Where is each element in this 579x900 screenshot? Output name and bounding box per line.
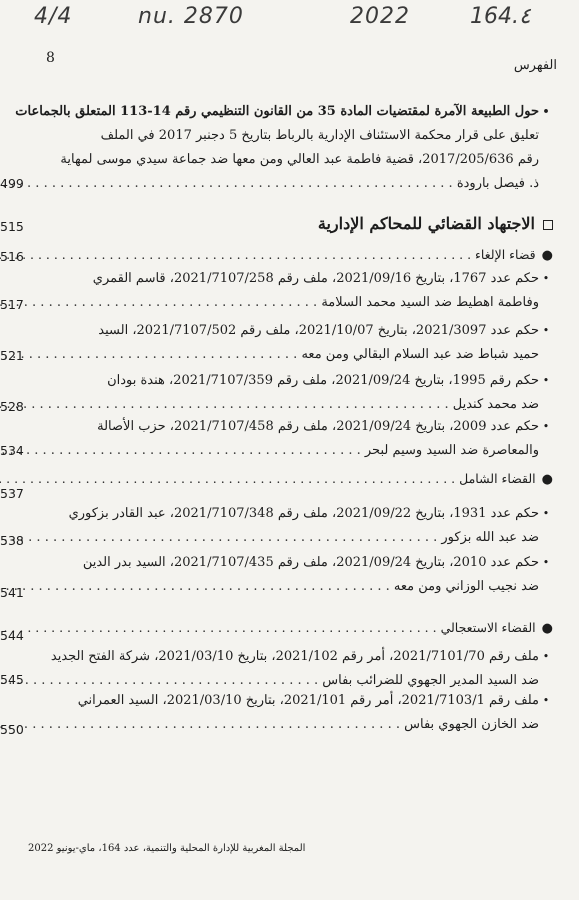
bullet-icon: • [542, 556, 550, 569]
subsection-heading: ●القضاء الاستعجالي . . . [40, 617, 553, 640]
toc-entry: •حكم عدد 1767، بتاريخ 2021/09/16، ملف رقم 2021/7107/258، قاسم القمري وفاطمة اهطيط ضد السيد محمد السلامة . . . [40, 267, 553, 315]
subsection-page: 544 [0, 628, 24, 643]
toc-entry: •حكم عدد 2009، بتاريخ 2021/09/24، ملف رقم 2021/7107/458، حزب الأصالة والمعاصرة ضد السيد وسيم لبحر . . . [40, 415, 553, 463]
toc-entry: •حكم رقم 1995، بتاريخ 2021/09/24، ملف رقم 2021/7107/359، هندة بودان ضد محمد كنديل . . . [40, 369, 553, 417]
toc-page: 534 [0, 443, 24, 458]
bullet-icon: • [542, 420, 550, 433]
running-title: الفهرس [513, 58, 557, 73]
toc-page: 521 [0, 348, 24, 363]
subsection-heading: ●القضاء الشامل . . . [40, 468, 553, 491]
toc-entry-top: •حول الطبيعة الآمرة لمقتضيات المادة 35 من القانون التنظيمي رقم 14-113 المتعلق بالجماعات تعليق على قرار محكمة الاستئناف الإدارية بالرباط بتاريخ 5 دجنبر 2017 في الملف رقم 2017/205/636، قضية فاطمة عبد العالي ومن معها ضد جماعة سيدي موسى لمهاية ذ. فيصل بارودة . . . [40, 100, 553, 196]
subsection-page: 516 [0, 249, 24, 264]
toc-page: 541 [0, 585, 24, 600]
bullet-icon: • [542, 324, 550, 337]
toc-page: 545 [0, 672, 24, 687]
bullet-icon: • [542, 694, 550, 707]
toc-page: 517 [0, 297, 24, 312]
toc-entry: •حكم عدد 2010، بتاريخ 2021/09/24، ملف رقم 2021/7107/435، السيد بدر الدين ضد نجيب الوزاني ومن معه . . . [40, 551, 553, 599]
toc-page: 528 [0, 399, 24, 414]
toc-entry: •حكم عدد 2021/3097، بتاريخ 2021/10/07، ملف رقم 2021/7107/502، السيد حميد شباط ضد عبد السلام البقالي ومن معه . . . [40, 319, 553, 367]
handwritten-note-right: 164.٤ [470, 4, 531, 29]
subsection-page: 537 [0, 486, 24, 501]
toc-entry: •ملف رقم 2021/7101/70، أمر رقم 2021/102، بتاريخ 2021/03/10، شركة الفتح الجديد ضد السيد المدير الجهوي للضرائب بفاس . . . [40, 645, 553, 693]
handwritten-note-mid: nu. 2870 [138, 4, 244, 29]
toc-entry: •ملف رقم 2021/7103/1، أمر رقم 2021/101، بتاريخ 2021/03/10، السيد العمراني ضد الخازن الجهوي بفاس . . . [40, 689, 553, 737]
checkbox-square-icon [543, 220, 553, 230]
bullet-icon: • [542, 374, 550, 387]
section-page: 515 [0, 219, 24, 234]
section-heading: الاجتهاد القضائي للمحاكم الإدارية [40, 211, 553, 237]
toc-page: 550 [0, 722, 24, 737]
handwritten-year: 2022 [350, 4, 410, 29]
page-footer: المجلة المغربية للإدارة المحلية والتنمية، عدد 164، ماي-يونيو 2022 [28, 843, 306, 854]
toc-page: 499 [0, 176, 24, 191]
toc-entry: •حكم عدد 1931، بتاريخ 2021/09/22، ملف رقم 2021/7107/348، عبد القادر بزكوري ضد عبد الله بزكور . . . [40, 502, 553, 550]
bullet-icon: • [542, 272, 550, 285]
bullet-icon: • [542, 507, 550, 520]
bullet-icon: • [542, 105, 550, 118]
toc-page: 538 [0, 533, 24, 548]
handwritten-note-left: 4/4 [34, 4, 73, 29]
bullet-icon: • [542, 650, 550, 663]
page-number: 8 [46, 50, 55, 66]
subsection-heading: ●قضاء الإلغاء . . . [40, 244, 553, 267]
